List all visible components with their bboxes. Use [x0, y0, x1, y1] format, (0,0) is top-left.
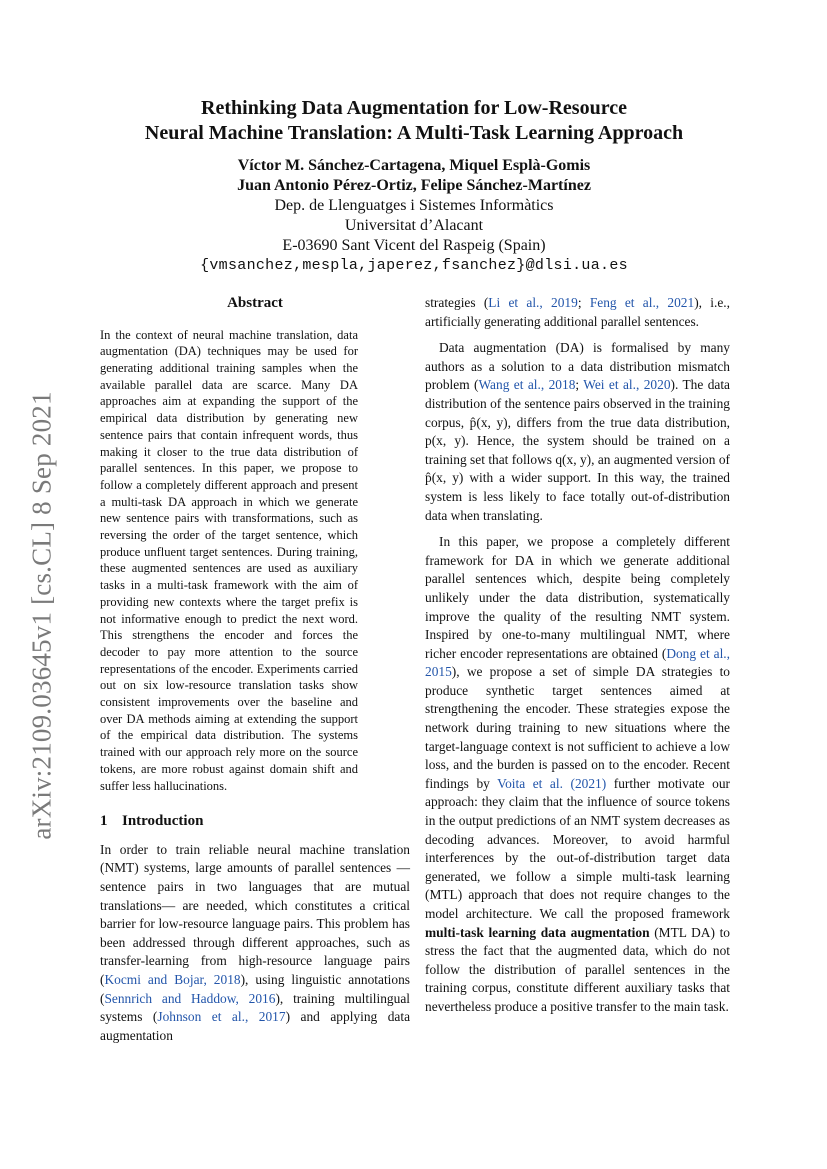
citation-link[interactable]: Kocmi and Bojar, 2018 [104, 972, 241, 988]
paper-title-line-1: Rethinking Data Augmentation for Low-Resource [201, 97, 627, 119]
left-column [100, 294, 410, 1045]
arxiv-identifier-text: arXiv:2109.03645v1 [cs.CL] 8 Sep 2021 [26, 390, 57, 840]
paper-header [100, 96, 728, 276]
right-column [425, 294, 730, 1017]
affiliation-line-1: Dep. de Llenguatges i Sistemes Informàtics [274, 197, 554, 214]
citation-link[interactable]: Dong et al., 2015 [425, 645, 730, 680]
author-block [100, 156, 728, 276]
arxiv-identifier [22, 380, 62, 850]
citation-link[interactable]: Wei et al., 2020 [583, 377, 671, 393]
section-heading-introduction [100, 812, 410, 831]
affiliation-line-2: Universitat d’Alacant [344, 217, 484, 234]
citation-link[interactable]: Voita et al. (2021) [497, 775, 607, 791]
citation-link[interactable]: Johnson et al., 2017 [157, 1009, 286, 1025]
abstract-heading: Abstract [227, 295, 283, 311]
section-title: Introduction [122, 813, 204, 830]
bold-term: multi-task learning data augmentation [425, 924, 650, 940]
abstract-body: In the context of neural machine translation, data augmentation (DA) techniques may be used for generating additional training samples when the available parallel data are scarce. Many DA approaches aim at expanding the support of the empirical data distribution by generating new sentence pairs that contain infrequent words, thus making it closer to the true data distribution of parallel sentences. In this paper, we propose to follow a completely different approach and present a multi-task DA approach in which we generate new sentence pairs with transformations, such as reversing the order of the target sentence, which produce unfluent target sentences. During training, these augmented sentences are used as auxiliary tasks in a multi-task framework with the aim of providing new contexts where the target prefix is not informative enough to predict the next word. This strengthens the encoder and forces the decoder to pay more attention to the source representations of the encoder. Experiments carried out on six low-resource translation tasks show consistent improvements over the baseline and over DA methods aiming at extending the support of the empirical data distribution. The systems trained with our approach rely more on the source tokens, are more robust against domain shift and suffer less hallucinations. [100, 327, 358, 793]
citation-link[interactable]: Li et al., 2019 [488, 295, 578, 310]
author-emails: {vmsanchez,mespla,japerez,fsanchez}@dlsi.ua.es [200, 257, 628, 274]
paper-title-line-2: Neural Machine Translation: A Multi-Task Learning Approach [144, 122, 684, 144]
citation-link[interactable]: Feng et al., 2021 [589, 295, 695, 310]
intro-paragraph-continued: strategies (Li et al., 2019; Feng et al., 2021), i.e., artificially generating additional parallel sentences. [425, 295, 730, 329]
intro-paragraph-3: In this paper, we propose a completely different framework for DA in which we generate additional parallel sentences which, despite being completely unlikely under the data distribution, systematically improve the quality of the resulting NMT system. Inspired by one-to-many multilingual NMT, where richer encoder representations are obtained (Dong et al., 2015), we propose a set of simple DA strategies to produce synthetic target sentences aimed at strengthening the encoder. These strategies expose the network during training to new situations where the target-language context is not sufficient to achieve a low loss, and the burden is passed on to the encoder. Recent findings by Voita et al. (2021) further motivate our approach: they claim that the influence of source tokens in the output predictions of an NMT system decreases as decoding advances. Moreover, to avoid harmful interferences by the out-of-distribution target data generated, we follow a simple multi-task learning (MTL) approach that does not require changes to the model architecture. We call the proposed framework multi-task learning data augmentation (MTL DA) to stress the fact that the augmented data, which do not follow the distribution of parallel sentences in the training corpus, constitute different auxiliary tasks that nevertheless produce a positive transfer to the main task. [425, 534, 730, 1014]
citation-link[interactable]: Wang et al., 2018 [478, 377, 576, 393]
affiliation-line-3: E-03690 Sant Vicent del Raspeig (Spain) [282, 237, 546, 254]
author-line-2: Juan Antonio Pérez-Ortiz, Felipe Sánchez-Martínez [237, 177, 591, 194]
intro-paragraph-1: In order to train reliable neural machine translation (NMT) systems, large amounts of parallel sentences —sentence pairs in two languages that are mutual translations— are needed, which constitutes a critical barrier for low-resource language pairs. This problem has been addressed through different approaches, such as transfer-learning from high-resource language pairs (Kocmi and Bojar, 2018), using linguistic annotations (Sennrich and Haddow, 2016), training multilingual systems (Johnson et al., 2017) and applying data augmentation [100, 841, 411, 1043]
section-number: 1 [100, 813, 108, 830]
intro-paragraph-2: Data augmentation (DA) is formalised by many authors as a solution to a data distribution mismatch problem (Wang et al., 2018; Wei et al., 2020). The data distribution of the sentence pairs observed in the training corpus, p̂(x, y), differs from the true data distribution, p(x, y). Hence, the system should be trained on a training set that follows q(x, y), an augmented version of p̂(x, y) with a wider support. In this way, the trained system is less likely to face totally out-of-distribution data when translating. [425, 340, 730, 523]
citation-link[interactable]: Sennrich and Haddow, 2016 [104, 990, 276, 1006]
author-line-1: Víctor M. Sánchez-Cartagena, Miquel Esplà-Gomis [237, 157, 591, 174]
